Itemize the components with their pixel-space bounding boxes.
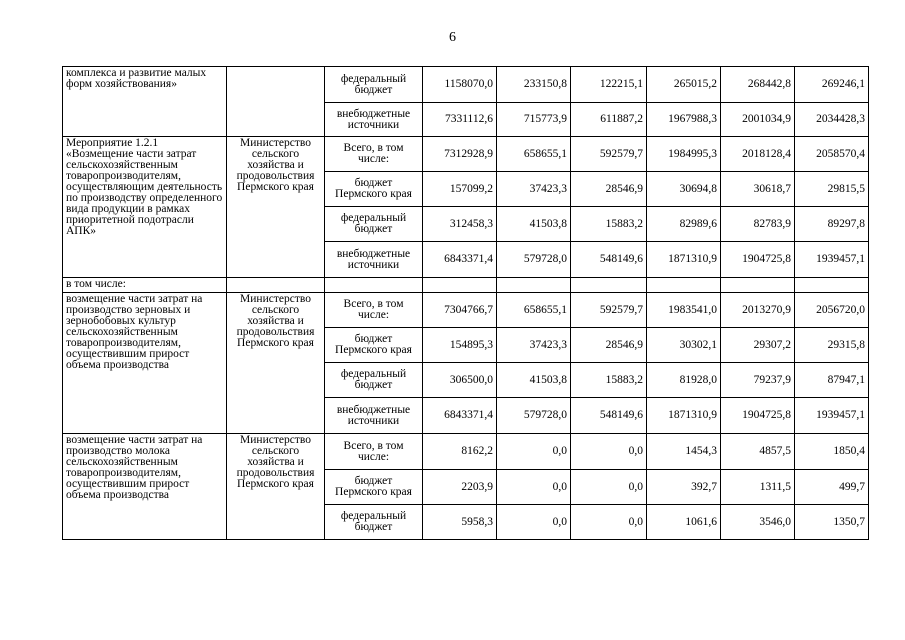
value-cell: 1871310,9 bbox=[647, 398, 721, 434]
value-cell: 2203,9 bbox=[423, 470, 497, 505]
table-row bbox=[63, 293, 869, 328]
value-cell: 592579,7 bbox=[571, 137, 647, 172]
value-cell: 658655,1 bbox=[497, 137, 571, 172]
value-cell: 0,0 bbox=[497, 470, 571, 505]
value-cell: 2034428,3 bbox=[795, 103, 869, 137]
funding-table bbox=[62, 66, 869, 540]
value-cell: 592579,7 bbox=[571, 293, 647, 328]
value-cell: 30302,1 bbox=[647, 328, 721, 363]
value-cell: 15883,2 bbox=[571, 207, 647, 242]
value-cell: 579728,0 bbox=[497, 242, 571, 278]
executor-org bbox=[227, 67, 325, 137]
value-cell: 7331112,6 bbox=[423, 103, 497, 137]
value-cell: 0,0 bbox=[497, 434, 571, 470]
funding-source: федеральный бюджет bbox=[325, 207, 423, 242]
value-cell: 1967988,3 bbox=[647, 103, 721, 137]
value-cell: 2058570,4 bbox=[795, 137, 869, 172]
measure-name: Мероприятие 1.2.1 «Возмещение части затрат сельскохозяйственным товаропроизводителям, осуществляющим деятельность по производству определенного вида продукции в рамках приоритетной подотрасли АПК» bbox=[63, 137, 227, 278]
value-cell: 548149,6 bbox=[571, 242, 647, 278]
empty-cell bbox=[795, 278, 869, 293]
value-cell: 233150,8 bbox=[497, 67, 571, 103]
value-cell: 0,0 bbox=[571, 505, 647, 540]
table-row bbox=[63, 67, 869, 103]
funding-source: внебюджетные источники bbox=[325, 103, 423, 137]
value-cell: 579728,0 bbox=[497, 398, 571, 434]
value-cell: 82783,9 bbox=[721, 207, 795, 242]
value-cell: 1311,5 bbox=[721, 470, 795, 505]
value-cell: 658655,1 bbox=[497, 293, 571, 328]
empty-cell bbox=[423, 278, 497, 293]
value-cell: 268442,8 bbox=[721, 67, 795, 103]
value-cell: 29315,8 bbox=[795, 328, 869, 363]
table-row bbox=[63, 434, 869, 470]
measure-name: комплекса и развитие малых форм хозяйствования» bbox=[63, 67, 227, 137]
value-cell: 611887,2 bbox=[571, 103, 647, 137]
value-cell: 0,0 bbox=[497, 505, 571, 540]
value-cell: 392,7 bbox=[647, 470, 721, 505]
value-cell: 1983541,0 bbox=[647, 293, 721, 328]
value-cell: 37423,3 bbox=[497, 172, 571, 207]
value-cell: 29307,2 bbox=[721, 328, 795, 363]
value-cell: 87947,1 bbox=[795, 363, 869, 398]
empty-cell bbox=[325, 278, 423, 293]
value-cell: 6843371,4 bbox=[423, 242, 497, 278]
value-cell: 1454,3 bbox=[647, 434, 721, 470]
funding-source: Всего, в том числе: bbox=[325, 293, 423, 328]
value-cell: 29815,5 bbox=[795, 172, 869, 207]
funding-source: внебюджетные источники bbox=[325, 398, 423, 434]
value-cell: 28546,9 bbox=[571, 328, 647, 363]
empty-cell bbox=[571, 278, 647, 293]
funding-source: внебюджетные источники bbox=[325, 242, 423, 278]
value-cell: 37423,3 bbox=[497, 328, 571, 363]
funding-source: федеральный бюджет bbox=[325, 363, 423, 398]
value-cell: 1061,6 bbox=[647, 505, 721, 540]
value-cell: 15883,2 bbox=[571, 363, 647, 398]
value-cell: 7304766,7 bbox=[423, 293, 497, 328]
funding-source: федеральный бюджет bbox=[325, 505, 423, 540]
value-cell: 548149,6 bbox=[571, 398, 647, 434]
value-cell: 5958,3 bbox=[423, 505, 497, 540]
value-cell: 2018128,4 bbox=[721, 137, 795, 172]
value-cell: 499,7 bbox=[795, 470, 869, 505]
value-cell: 79237,9 bbox=[721, 363, 795, 398]
value-cell: 7312928,9 bbox=[423, 137, 497, 172]
value-cell: 1984995,3 bbox=[647, 137, 721, 172]
executor-org: Министерство сельского хозяйства и продовольствия Пермского края bbox=[227, 434, 325, 540]
value-cell: 82989,6 bbox=[647, 207, 721, 242]
value-cell: 41503,8 bbox=[497, 363, 571, 398]
value-cell: 154895,3 bbox=[423, 328, 497, 363]
funding-source: Всего, в том числе: bbox=[325, 434, 423, 470]
value-cell: 8162,2 bbox=[423, 434, 497, 470]
value-cell: 306500,0 bbox=[423, 363, 497, 398]
value-cell: 1850,4 bbox=[795, 434, 869, 470]
value-cell: 312458,3 bbox=[423, 207, 497, 242]
measure-name: возмещение части затрат на производство зерновых и зернобобовых культур сельскохозяйственным товаропроизводителям, осуществившим прирост объема производства bbox=[63, 293, 227, 434]
value-cell: 157099,2 bbox=[423, 172, 497, 207]
value-cell: 4857,5 bbox=[721, 434, 795, 470]
empty-cell bbox=[647, 278, 721, 293]
value-cell: 81928,0 bbox=[647, 363, 721, 398]
value-cell: 0,0 bbox=[571, 434, 647, 470]
value-cell: 3546,0 bbox=[721, 505, 795, 540]
page-number: 6 bbox=[449, 30, 456, 45]
value-cell: 1939457,1 bbox=[795, 242, 869, 278]
subheading-cell: в том числе: bbox=[63, 278, 227, 293]
value-cell: 0,0 bbox=[571, 470, 647, 505]
value-cell: 30618,7 bbox=[721, 172, 795, 207]
value-cell: 89297,8 bbox=[795, 207, 869, 242]
value-cell: 6843371,4 bbox=[423, 398, 497, 434]
empty-cell bbox=[721, 278, 795, 293]
empty-cell bbox=[497, 278, 571, 293]
executor-org: Министерство сельского хозяйства и продовольствия Пермского края bbox=[227, 293, 325, 434]
value-cell: 1904725,8 bbox=[721, 242, 795, 278]
funding-source: бюджет Пермского края bbox=[325, 172, 423, 207]
executor-org: Министерство сельского хозяйства и продовольствия Пермского края bbox=[227, 137, 325, 278]
value-cell: 265015,2 bbox=[647, 67, 721, 103]
value-cell: 41503,8 bbox=[497, 207, 571, 242]
measure-name: возмещение части затрат на производство молока сельскохозяйственным товаропроизводителям, осуществившим прирост объема производства bbox=[63, 434, 227, 540]
value-cell: 122215,1 bbox=[571, 67, 647, 103]
funding-source: федеральный бюджет bbox=[325, 67, 423, 103]
value-cell: 28546,9 bbox=[571, 172, 647, 207]
value-cell: 30694,8 bbox=[647, 172, 721, 207]
value-cell: 715773,9 bbox=[497, 103, 571, 137]
subheading-row bbox=[63, 278, 869, 293]
value-cell: 2001034,9 bbox=[721, 103, 795, 137]
funding-source: бюджет Пермского края bbox=[325, 470, 423, 505]
value-cell: 269246,1 bbox=[795, 67, 869, 103]
value-cell: 1158070,0 bbox=[423, 67, 497, 103]
table-row bbox=[63, 137, 869, 172]
value-cell: 1939457,1 bbox=[795, 398, 869, 434]
value-cell: 1904725,8 bbox=[721, 398, 795, 434]
empty-cell bbox=[227, 278, 325, 293]
value-cell: 2056720,0 bbox=[795, 293, 869, 328]
value-cell: 2013270,9 bbox=[721, 293, 795, 328]
funding-source: Всего, в том числе: bbox=[325, 137, 423, 172]
value-cell: 1871310,9 bbox=[647, 242, 721, 278]
value-cell: 1350,7 bbox=[795, 505, 869, 540]
funding-source: бюджет Пермского края bbox=[325, 328, 423, 363]
